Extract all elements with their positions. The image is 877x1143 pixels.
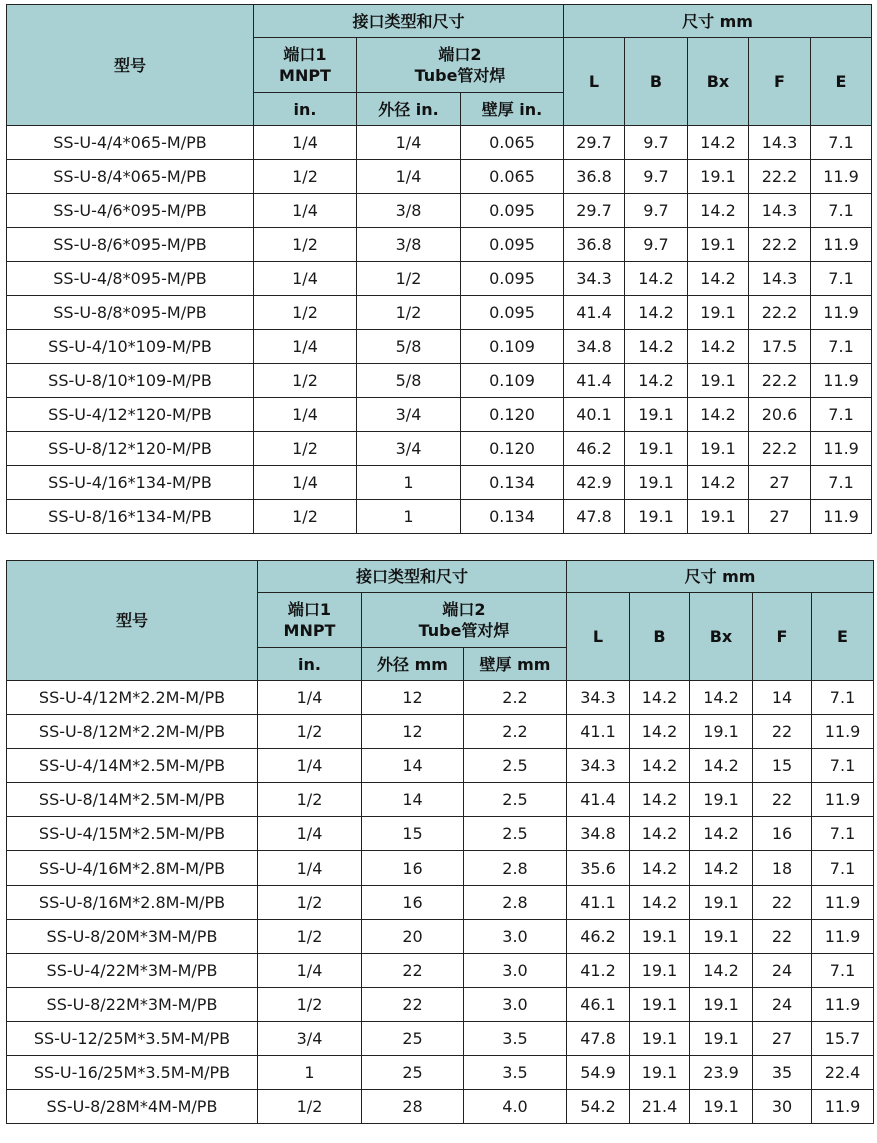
model-cell: SS-U-4/16*134-M/PB: [7, 466, 254, 500]
table-row: [7, 1021, 874, 1055]
od-cell: 5/8: [357, 330, 461, 364]
table-row: [7, 262, 872, 296]
col-E-header: E: [812, 593, 874, 681]
E-cell: 11.9: [812, 885, 874, 919]
port1-cell: 1/4: [254, 330, 357, 364]
port1-cell: 1/4: [254, 398, 357, 432]
model-cell: SS-U-8/16M*2.8M-M/PB: [7, 885, 258, 919]
wall-cell: 0.120: [461, 432, 564, 466]
col-Bx-header: Bx: [688, 38, 749, 126]
F-cell: 22.2: [749, 228, 811, 262]
E-cell: 11.9: [811, 364, 872, 398]
port1-cell: 1/4: [258, 851, 362, 885]
port1-cell: 1/4: [258, 817, 362, 851]
E-cell: 11.9: [811, 160, 872, 194]
port1-cell: 1/4: [258, 953, 362, 987]
col-B-header: B: [625, 38, 688, 126]
table-row: [7, 500, 872, 534]
model-cell: SS-U-4/6*095-M/PB: [7, 194, 254, 228]
Bx-cell: 19.1: [688, 160, 749, 194]
table-row: [7, 296, 872, 330]
wall-cell: 3.0: [464, 919, 567, 953]
Bx-cell: 23.9: [690, 1056, 753, 1090]
model-cell: SS-U-8/12M*2.2M-M/PB: [7, 715, 258, 749]
B-cell: 14.2: [625, 296, 688, 330]
dim-group-header: 尺寸 mm: [567, 561, 874, 593]
L-cell: 46.2: [567, 919, 630, 953]
B-cell: 19.1: [625, 432, 688, 466]
port1-header: 端口1 MNPT: [254, 38, 357, 93]
wall-cell: 2.8: [464, 851, 567, 885]
B-cell: 14.2: [630, 885, 690, 919]
unit-in-header: in.: [258, 648, 362, 681]
L-cell: 41.1: [567, 715, 630, 749]
table-row: [7, 466, 872, 500]
L-cell: 54.9: [567, 1056, 630, 1090]
L-cell: 34.3: [564, 262, 625, 296]
od-cell: 3/4: [357, 432, 461, 466]
B-cell: 9.7: [625, 194, 688, 228]
model-header: 型号: [7, 561, 258, 681]
L-cell: 35.6: [567, 851, 630, 885]
port1-cell: 1/2: [254, 160, 357, 194]
wall-header: 壁厚 mm: [464, 648, 567, 681]
B-cell: 14.2: [630, 851, 690, 885]
Bx-cell: 14.2: [688, 262, 749, 296]
B-cell: 19.1: [625, 398, 688, 432]
wall-cell: 0.095: [461, 296, 564, 330]
F-cell: 35: [753, 1056, 812, 1090]
F-cell: 16: [753, 817, 812, 851]
E-cell: 7.1: [812, 681, 874, 715]
model-cell: SS-U-4/10*109-M/PB: [7, 330, 254, 364]
table-row: [7, 681, 874, 715]
B-cell: 19.1: [630, 953, 690, 987]
L-cell: 46.1: [567, 987, 630, 1021]
od-cell: 16: [362, 885, 464, 919]
B-cell: 14.2: [625, 262, 688, 296]
Bx-cell: 19.1: [690, 783, 753, 817]
model-cell: SS-U-8/22M*3M-M/PB: [7, 987, 258, 1021]
Bx-cell: 19.1: [688, 364, 749, 398]
E-cell: 11.9: [812, 715, 874, 749]
table-row: [7, 851, 874, 885]
F-cell: 27: [749, 500, 811, 534]
F-cell: 14.3: [749, 194, 811, 228]
B-cell: 19.1: [630, 1056, 690, 1090]
L-cell: 41.2: [567, 953, 630, 987]
B-cell: 14.2: [625, 330, 688, 364]
od-cell: 20: [362, 919, 464, 953]
col-E-header: E: [811, 38, 872, 126]
od-cell: 14: [362, 749, 464, 783]
F-cell: 14.3: [749, 126, 811, 160]
Bx-cell: 14.2: [690, 749, 753, 783]
E-cell: 15.7: [812, 1021, 874, 1055]
F-cell: 18: [753, 851, 812, 885]
port1-cell: 1/4: [254, 194, 357, 228]
table-row: [7, 160, 872, 194]
model-cell: SS-U-8/14M*2.5M-M/PB: [7, 783, 258, 817]
col-F-header: F: [749, 38, 811, 126]
od-cell: 3/8: [357, 228, 461, 262]
wall-cell: 2.5: [464, 749, 567, 783]
port1-cell: 1/2: [258, 987, 362, 1021]
table-row: [7, 749, 874, 783]
E-cell: 22.4: [812, 1056, 874, 1090]
port-group-header: 接口类型和尺寸: [254, 5, 564, 38]
wall-cell: 2.5: [464, 783, 567, 817]
B-cell: 14.2: [630, 681, 690, 715]
port1-cell: 1/4: [254, 262, 357, 296]
F-cell: 14: [753, 681, 812, 715]
imperial-spec-table: [6, 4, 872, 534]
table-row: [7, 228, 872, 262]
col-Bx-header: Bx: [690, 593, 753, 681]
unit-in-header: in.: [254, 93, 357, 126]
model-cell: SS-U-4/22M*3M-M/PB: [7, 953, 258, 987]
od-cell: 1/4: [357, 160, 461, 194]
port1-cell: 1/2: [254, 500, 357, 534]
col-L-header: L: [567, 593, 630, 681]
L-cell: 54.2: [567, 1090, 630, 1124]
port1-cell: 1/2: [254, 364, 357, 398]
port1-cell: 1/2: [254, 228, 357, 262]
table-row: [7, 364, 872, 398]
model-cell: SS-U-8/8*095-M/PB: [7, 296, 254, 330]
model-cell: SS-U-4/12M*2.2M-M/PB: [7, 681, 258, 715]
F-cell: 30: [753, 1090, 812, 1124]
table-row: [7, 126, 872, 160]
Bx-cell: 19.1: [688, 228, 749, 262]
wall-cell: 2.5: [464, 817, 567, 851]
F-cell: 22.2: [749, 160, 811, 194]
E-cell: 11.9: [811, 228, 872, 262]
col-L-header: L: [564, 38, 625, 126]
F-cell: 27: [753, 1021, 812, 1055]
port-group-header: 接口类型和尺寸: [258, 561, 567, 593]
model-header: 型号: [7, 5, 254, 126]
model-cell: SS-U-8/12*120-M/PB: [7, 432, 254, 466]
E-cell: 11.9: [812, 919, 874, 953]
E-cell: 7.1: [811, 262, 872, 296]
F-cell: 15: [753, 749, 812, 783]
E-cell: 7.1: [811, 126, 872, 160]
B-cell: 21.4: [630, 1090, 690, 1124]
model-cell: SS-U-8/16*134-M/PB: [7, 500, 254, 534]
wall-cell: 0.095: [461, 194, 564, 228]
F-cell: 27: [749, 466, 811, 500]
model-cell: SS-U-12/25M*3.5M-M/PB: [7, 1021, 258, 1055]
od-cell: 3/4: [357, 398, 461, 432]
Bx-cell: 14.2: [690, 953, 753, 987]
model-cell: SS-U-4/15M*2.5M-M/PB: [7, 817, 258, 851]
dim-group-header: 尺寸 mm: [564, 5, 872, 38]
table-row: [7, 330, 872, 364]
wall-cell: 3.5: [464, 1056, 567, 1090]
port1-cell: 1/2: [258, 783, 362, 817]
E-cell: 11.9: [811, 432, 872, 466]
od-cell: 22: [362, 953, 464, 987]
B-cell: 19.1: [630, 919, 690, 953]
wall-cell: 4.0: [464, 1090, 567, 1124]
model-cell: SS-U-4/12*120-M/PB: [7, 398, 254, 432]
Bx-cell: 14.2: [688, 398, 749, 432]
Bx-cell: 14.2: [690, 817, 753, 851]
wall-cell: 0.065: [461, 126, 564, 160]
F-cell: 24: [753, 987, 812, 1021]
B-cell: 14.2: [630, 715, 690, 749]
model-cell: SS-U-8/20M*3M-M/PB: [7, 919, 258, 953]
L-cell: 36.8: [564, 160, 625, 194]
port1-cell: 1/2: [258, 1090, 362, 1124]
F-cell: 24: [753, 953, 812, 987]
Bx-cell: 19.1: [690, 885, 753, 919]
B-cell: 9.7: [625, 228, 688, 262]
model-cell: SS-U-4/8*095-M/PB: [7, 262, 254, 296]
port1-header: 端口1 MNPT: [258, 593, 362, 648]
od-cell: 16: [362, 851, 464, 885]
B-cell: 14.2: [625, 364, 688, 398]
od-cell: 15: [362, 817, 464, 851]
od-cell: 28: [362, 1090, 464, 1124]
F-cell: 22.2: [749, 296, 811, 330]
E-cell: 11.9: [811, 500, 872, 534]
F-cell: 17.5: [749, 330, 811, 364]
F-cell: 20.6: [749, 398, 811, 432]
F-cell: 22: [753, 715, 812, 749]
Bx-cell: 19.1: [688, 432, 749, 466]
L-cell: 47.8: [567, 1021, 630, 1055]
Bx-cell: 19.1: [690, 1021, 753, 1055]
od-header: 外径 mm: [362, 648, 464, 681]
Bx-cell: 19.1: [690, 1090, 753, 1124]
B-cell: 19.1: [625, 500, 688, 534]
E-cell: 7.1: [812, 749, 874, 783]
od-header: 外径 in.: [357, 93, 461, 126]
table-row: [7, 953, 874, 987]
port1-cell: 1/2: [254, 296, 357, 330]
L-cell: 29.7: [564, 194, 625, 228]
od-cell: 1: [357, 466, 461, 500]
E-cell: 7.1: [811, 330, 872, 364]
Bx-cell: 19.1: [688, 296, 749, 330]
F-cell: 22.2: [749, 364, 811, 398]
table-row: [7, 398, 872, 432]
wall-cell: 3.0: [464, 987, 567, 1021]
table-row: [7, 194, 872, 228]
od-cell: 5/8: [357, 364, 461, 398]
table-row: [7, 783, 874, 817]
port1-cell: 1/4: [254, 126, 357, 160]
od-cell: 22: [362, 987, 464, 1021]
Bx-cell: 14.2: [688, 466, 749, 500]
table-row: [7, 715, 874, 749]
E-cell: 11.9: [811, 296, 872, 330]
L-cell: 42.9: [564, 466, 625, 500]
table-row: [7, 987, 874, 1021]
port1-cell: 3/4: [258, 1021, 362, 1055]
Bx-cell: 14.2: [688, 194, 749, 228]
F-cell: 22.2: [749, 432, 811, 466]
od-cell: 3/8: [357, 194, 461, 228]
od-cell: 1/2: [357, 262, 461, 296]
od-cell: 25: [362, 1056, 464, 1090]
col-B-header: B: [630, 593, 690, 681]
F-cell: 14.3: [749, 262, 811, 296]
E-cell: 7.1: [812, 817, 874, 851]
od-cell: 14: [362, 783, 464, 817]
wall-header: 壁厚 in.: [461, 93, 564, 126]
port1-cell: 1/2: [258, 885, 362, 919]
port1-cell: 1/2: [254, 432, 357, 466]
Bx-cell: 19.1: [690, 987, 753, 1021]
Bx-cell: 14.2: [690, 681, 753, 715]
model-cell: SS-U-4/14M*2.5M-M/PB: [7, 749, 258, 783]
table-row: [7, 1056, 874, 1090]
Bx-cell: 14.2: [690, 851, 753, 885]
E-cell: 7.1: [811, 194, 872, 228]
model-cell: SS-U-4/16M*2.8M-M/PB: [7, 851, 258, 885]
L-cell: 34.3: [567, 749, 630, 783]
B-cell: 9.7: [625, 160, 688, 194]
B-cell: 19.1: [630, 1021, 690, 1055]
B-cell: 14.2: [630, 783, 690, 817]
Bx-cell: 19.1: [690, 715, 753, 749]
E-cell: 7.1: [811, 398, 872, 432]
model-cell: SS-U-8/28M*4M-M/PB: [7, 1090, 258, 1124]
L-cell: 34.8: [564, 330, 625, 364]
F-cell: 22: [753, 783, 812, 817]
wall-cell: 0.095: [461, 228, 564, 262]
od-cell: 12: [362, 681, 464, 715]
Bx-cell: 14.2: [688, 330, 749, 364]
wall-cell: 2.8: [464, 885, 567, 919]
od-cell: 25: [362, 1021, 464, 1055]
od-cell: 1/2: [357, 296, 461, 330]
model-cell: SS-U-8/4*065-M/PB: [7, 160, 254, 194]
Bx-cell: 14.2: [688, 126, 749, 160]
model-cell: SS-U-8/10*109-M/PB: [7, 364, 254, 398]
L-cell: 41.4: [564, 296, 625, 330]
E-cell: 7.1: [812, 953, 874, 987]
E-cell: 7.1: [811, 466, 872, 500]
E-cell: 11.9: [812, 1090, 874, 1124]
Bx-cell: 19.1: [690, 919, 753, 953]
L-cell: 46.2: [564, 432, 625, 466]
L-cell: 40.1: [564, 398, 625, 432]
F-cell: 22: [753, 885, 812, 919]
port1-cell: 1/4: [254, 466, 357, 500]
B-cell: 19.1: [625, 466, 688, 500]
model-cell: SS-U-4/4*065-M/PB: [7, 126, 254, 160]
od-cell: 1/4: [357, 126, 461, 160]
port2-header: 端口2 Tube管对焊: [362, 593, 567, 648]
port1-cell: 1/4: [258, 749, 362, 783]
metric-spec-table: [6, 560, 874, 1124]
L-cell: 41.1: [567, 885, 630, 919]
L-cell: 41.4: [564, 364, 625, 398]
col-F-header: F: [753, 593, 812, 681]
wall-cell: 0.134: [461, 500, 564, 534]
F-cell: 22: [753, 919, 812, 953]
Bx-cell: 19.1: [688, 500, 749, 534]
L-cell: 29.7: [564, 126, 625, 160]
B-cell: 14.2: [630, 817, 690, 851]
wall-cell: 2.2: [464, 681, 567, 715]
L-cell: 47.8: [564, 500, 625, 534]
table-row: [7, 432, 872, 466]
od-cell: 12: [362, 715, 464, 749]
table-row: [7, 1090, 874, 1124]
model-cell: SS-U-8/6*095-M/PB: [7, 228, 254, 262]
port1-cell: 1/4: [258, 681, 362, 715]
od-cell: 1: [357, 500, 461, 534]
model-cell: SS-U-16/25M*3.5M-M/PB: [7, 1056, 258, 1090]
table-row: [7, 817, 874, 851]
port1-cell: 1: [258, 1056, 362, 1090]
wall-cell: 3.0: [464, 953, 567, 987]
E-cell: 11.9: [812, 987, 874, 1021]
port1-cell: 1/2: [258, 715, 362, 749]
port1-cell: 1/2: [258, 919, 362, 953]
table-row: [7, 885, 874, 919]
wall-cell: 2.2: [464, 715, 567, 749]
wall-cell: 0.134: [461, 466, 564, 500]
B-cell: 19.1: [630, 987, 690, 1021]
L-cell: 41.4: [567, 783, 630, 817]
E-cell: 7.1: [812, 851, 874, 885]
wall-cell: 0.109: [461, 364, 564, 398]
L-cell: 36.8: [564, 228, 625, 262]
E-cell: 11.9: [812, 783, 874, 817]
wall-cell: 0.109: [461, 330, 564, 364]
L-cell: 34.8: [567, 817, 630, 851]
wall-cell: 0.120: [461, 398, 564, 432]
wall-cell: 0.095: [461, 262, 564, 296]
wall-cell: 3.5: [464, 1021, 567, 1055]
L-cell: 34.3: [567, 681, 630, 715]
B-cell: 9.7: [625, 126, 688, 160]
port2-header: 端口2 Tube管对焊: [357, 38, 564, 93]
wall-cell: 0.065: [461, 160, 564, 194]
table-row: [7, 919, 874, 953]
B-cell: 14.2: [630, 749, 690, 783]
